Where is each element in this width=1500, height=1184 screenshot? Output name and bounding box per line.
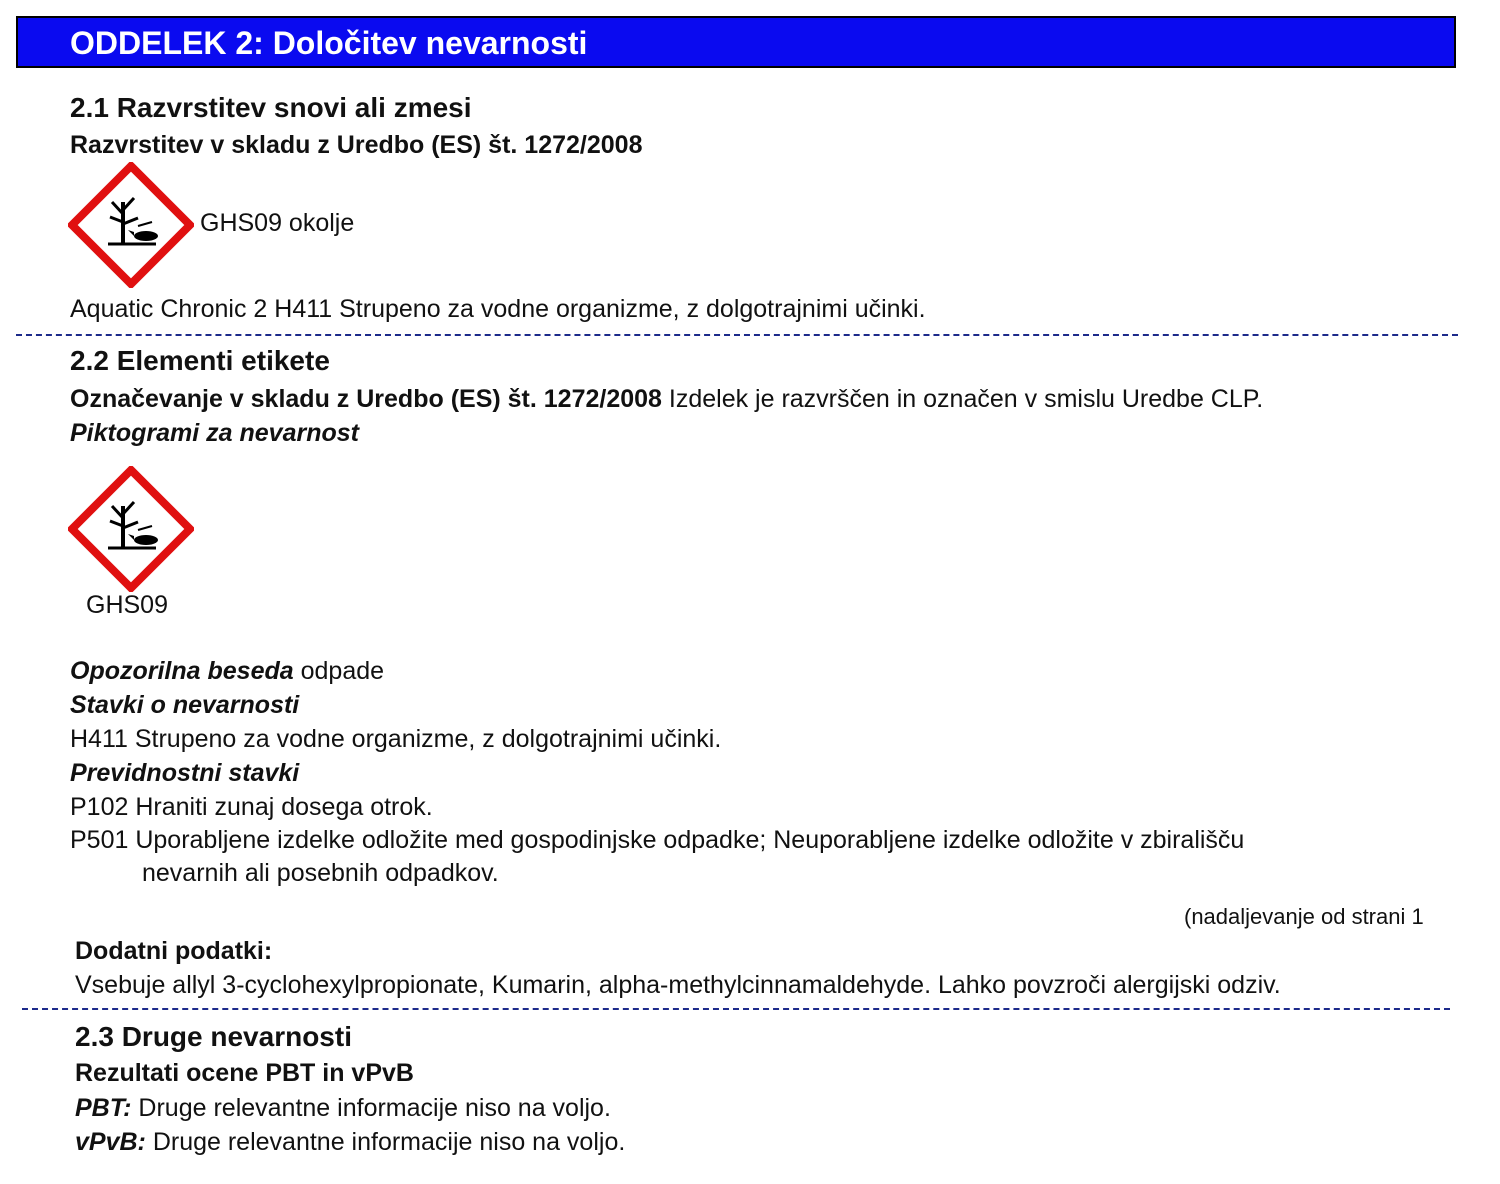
additional-text: Vsebuje allyl 3-cyclohexylpropionate, Kumarin, alpha-methylcinnamaldehyde. Lahko povzroči alergijski odziv. (75, 971, 1281, 999)
pictogram-label: GHS09 okolje (200, 209, 355, 237)
classification-line: Aquatic Chronic 2 H411 Strupeno za vodne organizme, z dolgotrajnimi učinki. (70, 295, 926, 323)
ghs09-environment-icon (68, 162, 194, 288)
section-header-bar (16, 16, 1456, 68)
precautionary-p102: P102 Hraniti zunaj dosega otrok. (70, 793, 433, 821)
heading-2-1: 2.1 Razvrstitev snovi ali zmesi (70, 92, 472, 123)
signal-word-label: Opozorilna beseda (70, 657, 294, 685)
vpvb-label: vPvB: (75, 1128, 146, 1156)
pictogram-code: GHS09 (86, 591, 168, 619)
signal-word-line (70, 656, 384, 686)
heading-2-3: 2.3 Druge nevarnosti (75, 1021, 352, 1052)
precautionary-heading: Previdnostni stavki (70, 759, 300, 787)
pbt-text: Druge relevantne informacije niso na voljo. (131, 1094, 611, 1122)
divider (16, 334, 1458, 336)
subheading-classification: Razvrstitev v skladu z Uredbo (ES) št. 1272/2008 (70, 131, 643, 159)
section-title: ODDELEK 2: Določitev nevarnosti (70, 25, 588, 61)
additional-heading: Dodatni podatki: (75, 937, 273, 965)
precautionary-p501-line1: P501 Uporabljene izdelke odložite med gospodinjske odpadke; Neuporabljene izdelke odložite v zbirališču (70, 826, 1245, 854)
pictograms-heading: Piktogrami za nevarnost (70, 419, 359, 447)
ghs09-environment-icon (68, 466, 194, 592)
continuation-note: (nadaljevanje od strani 1 (1184, 904, 1424, 929)
signal-word-value: odpade (293, 657, 385, 685)
divider (22, 1008, 1450, 1010)
heading-2-2: 2.2 Elementi etikete (70, 345, 330, 376)
pbt-line (75, 1093, 611, 1123)
labelling-line (70, 384, 1263, 414)
hazard-statement: H411 Strupeno za vodne organizme, z dolgotrajnimi učinki. (70, 725, 722, 753)
vpvb-text: Druge relevantne informacije niso na voljo. (145, 1128, 626, 1156)
labelling-bold: Označevanje v skladu z Uredbo (ES) št. 1272/2008 (70, 385, 662, 413)
precautionary-p501-line2: nevarnih ali posebnih odpadkov. (142, 859, 499, 887)
labelling-text: Izdelek je razvrščen in označen v smislu Uredbe CLP. (661, 385, 1264, 413)
vpvb-line (75, 1127, 625, 1157)
hazard-statements-heading: Stavki o nevarnosti (70, 691, 300, 719)
subheading-pbt-vpvb: Rezultati ocene PBT in vPvB (75, 1059, 414, 1087)
pbt-label: PBT: (75, 1094, 132, 1122)
